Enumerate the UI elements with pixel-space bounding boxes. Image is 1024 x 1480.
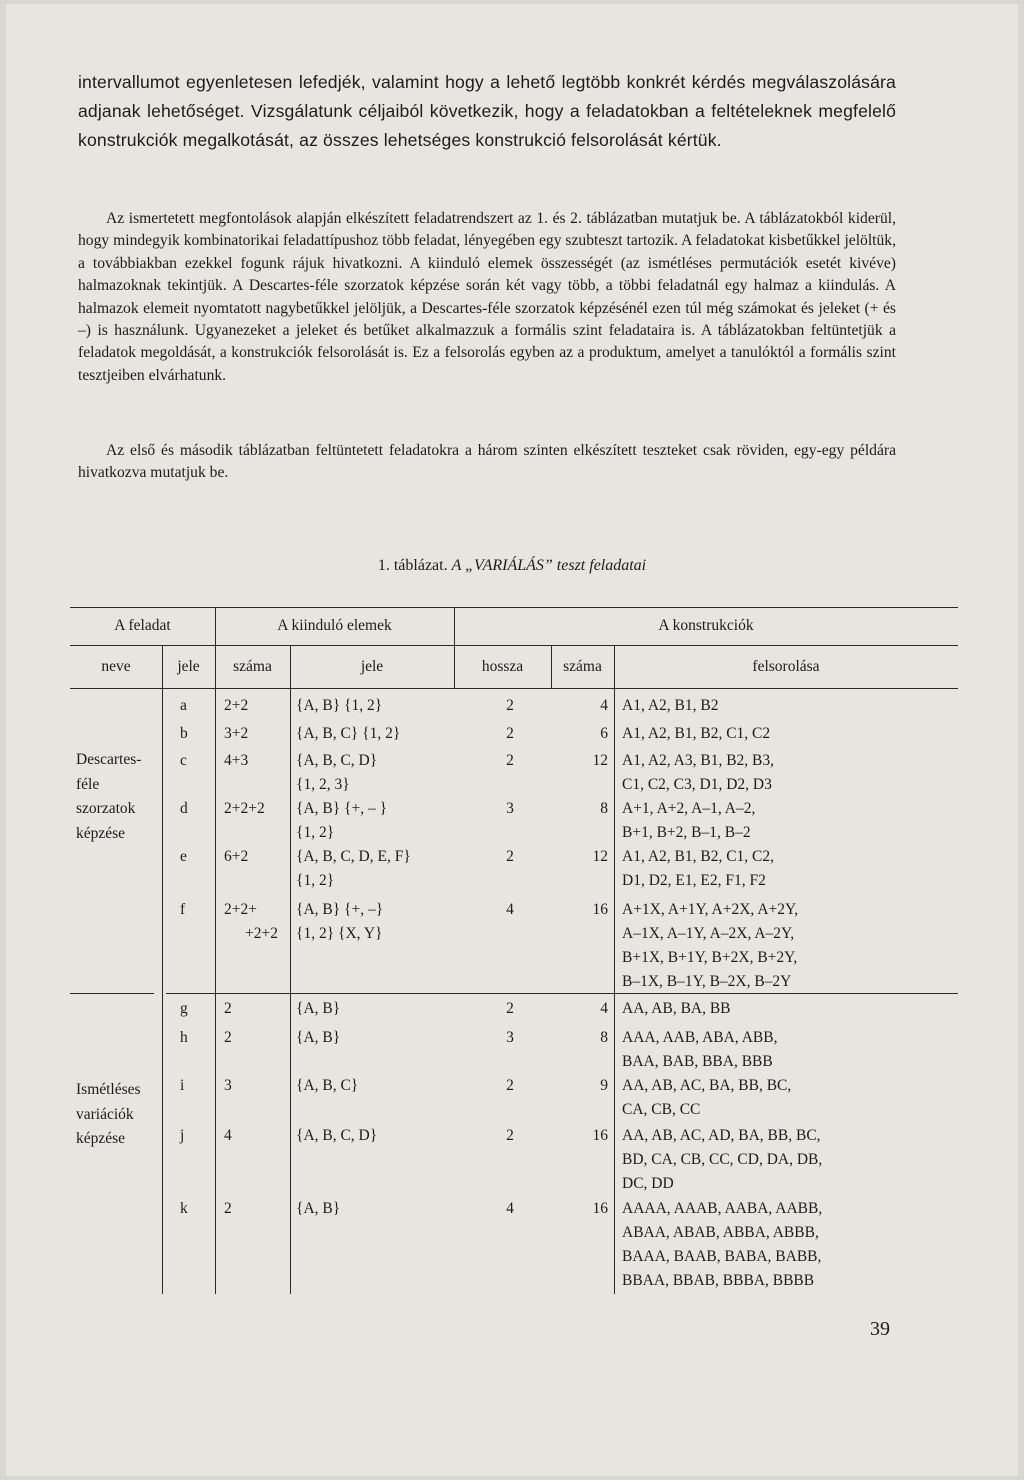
element-count: 6+2 [224, 848, 249, 865]
column-header: hossza [481, 658, 524, 675]
task-id: a [180, 697, 187, 714]
task-id: h [180, 1029, 188, 1046]
element-count: 2 [224, 1200, 232, 1217]
construction-length: 4 [506, 901, 514, 918]
element-set: {A, B} {1, 2} [296, 697, 383, 714]
construction-length: 3 [506, 800, 514, 817]
element-count: 2+2+2 [224, 800, 265, 817]
element-count: 3 [224, 1077, 232, 1094]
construction-list-line: A1, A2, B1, B2 [622, 697, 719, 714]
group-label-line: szorzatok [76, 800, 136, 817]
construction-count: 16 [592, 901, 608, 918]
task-id: g [180, 1000, 188, 1017]
element-count: 2+2+ [224, 901, 257, 918]
task-id: c [180, 752, 187, 769]
task-id: k [180, 1200, 188, 1217]
construction-count: 16 [592, 1200, 608, 1217]
group-label-line: képzése [76, 1130, 126, 1147]
column-rule-1 [215, 688, 216, 1294]
element-set: {1, 2} {X, Y} [296, 925, 383, 942]
intro-paragraph: intervallumot egyenletesen lefedjék, valamint hogy a lehető legtöbb konkrét kérdés megválaszolására adjanak lehetőséget. Vizsgálatunk céljaiból következik, hogy a feladatokban a feltételeknek megfelelő konstrukciók megalkotását, az összes lehetséges konstrukció felsorolását kértük. [78, 72, 896, 150]
element-set: {A, B, C, D} [296, 752, 378, 769]
element-set: {A, B, C, D, E, F} [296, 848, 411, 865]
table-rule-subheader [70, 688, 958, 689]
element-set: {A, B} {+, –} [296, 901, 384, 918]
construction-count: 12 [592, 752, 608, 769]
construction-list-line: B+1X, B+1Y, B+2X, B+2Y, [622, 949, 798, 966]
task-id: i [180, 1077, 185, 1094]
group-header: A feladat [114, 617, 171, 634]
construction-list-line: AA, AB, BA, BB [622, 1000, 731, 1017]
construction-list-line: A+1, A+2, A–1, A–2, [622, 800, 756, 817]
element-count: 4 [224, 1127, 232, 1144]
element-set: {A, B} [296, 1000, 341, 1017]
element-set: {A, B, C} {1, 2} [296, 725, 401, 742]
construction-count: 4 [600, 1000, 608, 1017]
construction-count: 12 [592, 848, 608, 865]
construction-length: 2 [506, 848, 514, 865]
element-count: 2 [224, 1000, 232, 1017]
element-count: 2+2 [224, 697, 249, 714]
element-set: {1, 2} [296, 872, 335, 889]
column-header: felsorolása [752, 658, 820, 675]
column-header: jele [177, 658, 200, 675]
task-id: b [180, 725, 188, 742]
task-id: f [180, 901, 186, 918]
column-header: száma [233, 658, 272, 675]
construction-list-line: A+1X, A+1Y, A+2X, A+2Y, [622, 901, 799, 918]
caption-title: A „VARIÁLÁS” teszt feladatai [451, 557, 647, 574]
group-header: A konstrukciók [658, 617, 754, 634]
element-set: {1, 2, 3} [296, 776, 350, 793]
construction-count: 4 [600, 697, 608, 714]
group-label-line: variációk [76, 1105, 134, 1123]
task-id: j [180, 1127, 185, 1144]
construction-length: 4 [506, 1200, 514, 1217]
construction-list-line: C1, C2, C3, D1, D2, D3 [622, 776, 772, 793]
construction-count: 16 [592, 1127, 608, 1144]
construction-list-line: D1, D2, E1, E2, F1, F2 [622, 872, 766, 889]
group-label-line: Ismétléses [76, 1081, 141, 1098]
element-set: {A, B, C} [296, 1077, 359, 1094]
group-divider [70, 993, 154, 994]
column-header: jele [360, 658, 384, 675]
element-count: 3+2 [224, 725, 249, 742]
construction-list-line: BBAA, BBAB, BBBA, BBBB [622, 1272, 815, 1289]
construction-list-line: BAAA, BAAB, BABA, BABB, [622, 1248, 822, 1265]
construction-count: 6 [600, 725, 608, 742]
caption-prefix: 1. táblázat. [377, 557, 448, 574]
group-label-line: féle [76, 775, 100, 793]
column-header: száma [563, 658, 602, 675]
construction-length: 3 [506, 1029, 514, 1046]
construction-length: 2 [506, 752, 514, 769]
page-number: 39 [870, 1318, 890, 1340]
construction-list-line: A1, A2, B1, B2, C1, C2, [622, 848, 775, 865]
construction-list-line: AA, AB, AC, AD, BA, BB, BC, [622, 1127, 821, 1144]
group-label-line: képzése [76, 824, 126, 842]
group-header: A kiinduló elemek [277, 617, 392, 634]
construction-list-line: ABAA, ABAB, ABBA, ABBB, [622, 1224, 819, 1241]
construction-list-line: B–1X, B–1Y, B–2X, B–2Y [622, 973, 792, 990]
body-paragraph-2: Az első és második táblázatban feltüntetett feladatokra a három szinten elkészített teszteket csak röviden, egy-egy példára hivatkozva mutatjuk be. [78, 442, 896, 482]
construction-count: 8 [600, 1029, 608, 1046]
group-label-line: Descartes- [76, 751, 142, 768]
construction-list-line: DC, DD [622, 1175, 674, 1192]
element-count: 2 [224, 1029, 232, 1046]
element-set: {A, B} [296, 1029, 341, 1046]
task-id: d [180, 800, 188, 817]
construction-length: 2 [506, 1077, 514, 1094]
construction-length: 2 [506, 1000, 514, 1017]
construction-list-line: AA, AB, AC, BA, BB, BC, [622, 1077, 792, 1094]
construction-count: 9 [600, 1077, 608, 1094]
element-set: {1, 2} [296, 824, 335, 841]
construction-length: 2 [506, 697, 514, 714]
table-rule-top [70, 607, 958, 608]
construction-list-line: AAAA, AAAB, AABA, AABB, [622, 1200, 823, 1217]
construction-list-line: BAA, BAB, BBA, BBB [622, 1053, 773, 1070]
construction-count: 8 [600, 800, 608, 817]
column-rule-2 [290, 688, 291, 1294]
group-divider-right [166, 993, 958, 994]
task-id: e [180, 848, 187, 865]
element-set: {A, B, C, D} [296, 1127, 378, 1144]
construction-list-line: A1, A2, A3, B1, B2, B3, [622, 752, 775, 769]
construction-list-line: CA, CB, CC [622, 1101, 701, 1118]
construction-list-line: A1, A2, B1, B2, C1, C2 [622, 725, 771, 742]
construction-list-line: A–1X, A–1Y, A–2X, A–2Y, [622, 925, 795, 942]
element-set: {A, B} {+, – } [296, 800, 388, 817]
construction-length: 2 [506, 1127, 514, 1144]
column-header: neve [101, 658, 131, 675]
construction-list-line: AAA, AAB, ABA, ABB, [622, 1029, 778, 1046]
construction-length: 2 [506, 725, 514, 742]
construction-list-line: BD, CA, CB, CC, CD, DA, DB, [622, 1151, 823, 1168]
construction-list-line: B+1, B+2, B–1, B–2 [622, 824, 751, 841]
table-caption [0, 557, 1024, 575]
element-count: 4+3 [224, 752, 249, 769]
column-rule-3 [614, 688, 615, 1294]
element-count: +2+2 [245, 925, 278, 942]
element-set: {A, B} [296, 1200, 341, 1217]
body-paragraph: Az ismertetett megfontolások alapján elkészített feladatrendszert az 1. és 2. táblázatban mutatjuk be. A táblázatokból kiderül, hogy mindegyik kombinatorikai feladattípushoz több feladat, lényegében egy szubteszt tartozik. A feladatokat kisbetűkkel jelöltük, a továbbiakban ezekkel fogunk rájuk hivatkozni. A kiinduló elemek összességét (az ismétléses permutációk esetét kivéve) halmazoknak tekintjük. A Descartes-féle szorzatok képzése során két vagy több, a többi feladatnál egy halmaz a kiindulás. A halmazok elemeit nyomtatott nagybetűkkel jelöljük, a Descartes-féle szorzatok képzésénél ezen túl még számokat és jeleket (+ és –) is használunk. Ugyanezeket a jeleket és betűket alkalmazzuk a formális szint feladataira is. A táblázatokban feltüntetjük a feladatok megoldását, a konstrukciók felsorolását is. Ez a felsorolás egyben az a produktum, amelyet a tanulóktól a formális szint tesztjeiben elvárhatunk. [78, 210, 896, 384]
table-rule-header [70, 645, 958, 646]
